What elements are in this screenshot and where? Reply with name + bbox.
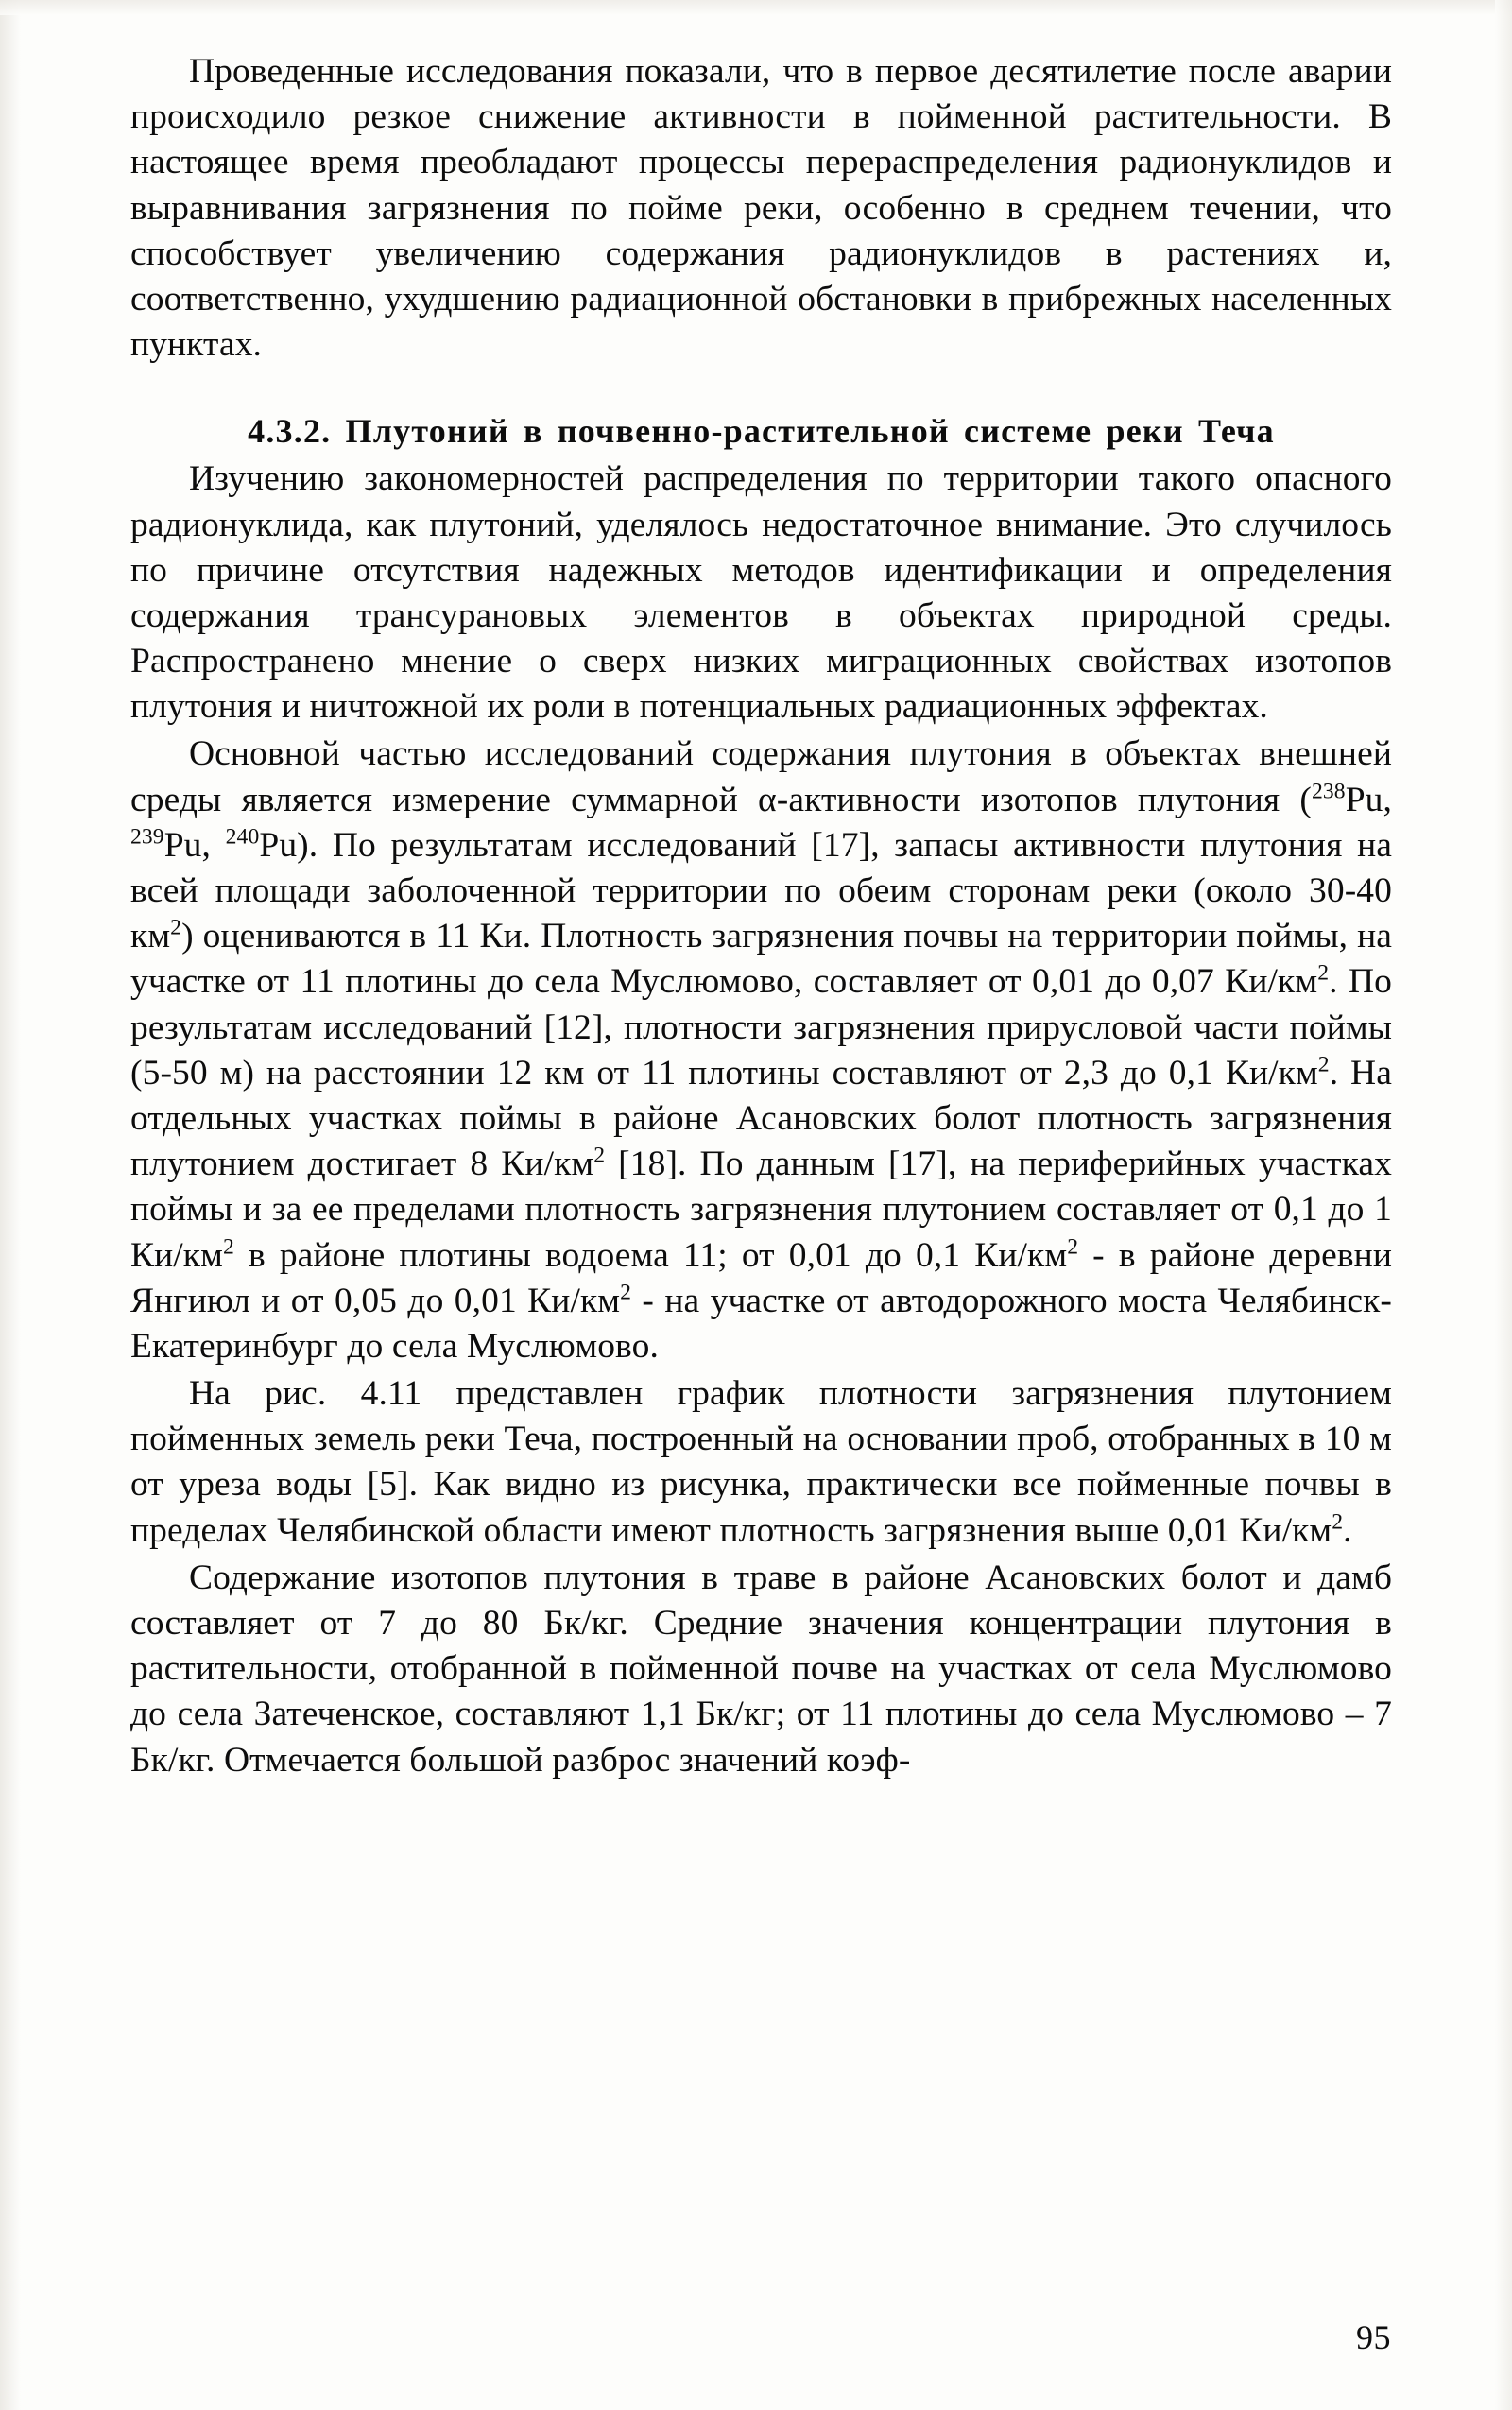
text-run-4: Pu). По результатам исследований [17], запасы активности плутония на всей площади заболоченной территории по обеим сторонам реки (около 30-40 км <box>130 825 1392 956</box>
unit-superscript-d: 2 <box>593 1143 606 1168</box>
section-heading: 4.3.2. Плутоний в почвенно-растительной системе реки Теча <box>248 412 1275 451</box>
text-run-fig-2: . <box>1343 1510 1352 1550</box>
text-run-9: в районе плотины водоема 11; от 0,01 до 0,1 Ки/км <box>233 1235 1068 1275</box>
text-run-6: . По результатам исследований [12], плотности загрязнения прирусловой части поймы (5-50 м) на расстоянии 12 км от 11 плотины составляют от 2,3 до 0,1 Ки/км <box>130 962 1392 1093</box>
text-run-5: ) оцениваются в 11 Ки. Плотность загрязнения почвы на территории поймы, на участке от 11 плотины до села Муслюмово, составляет от 0,01 до 0,07 Ки/км <box>130 917 1392 1002</box>
isotope-238-superscript: 238 <box>1312 779 1346 804</box>
unit-superscript-a: 2 <box>170 915 182 940</box>
page-number: 95 <box>1356 2318 1391 2356</box>
paragraph-plutonium-measurements <box>130 732 1392 1369</box>
unit-superscript-h: 2 <box>1332 1509 1344 1535</box>
unit-superscript-e: 2 <box>222 1234 234 1259</box>
text-run-fig-1: На рис. 4.11 представлен график плотности загрязнения плутонием пойменных земель реки Теча, построенный на основании проб, отобранных в 10 м от уреза воды [5]. Как видно из рисунка, практически все пойменные почвы в пределах Челябинской области имеют плотность загрязнения выше 0,01 Ки/км <box>130 1374 1392 1550</box>
text-run-7: . На отдельных участках поймы в районе Асановских болот плотность загрязнения плутонием достигает 8 Ки/км <box>130 1053 1392 1184</box>
text-run-3: Pu, <box>163 825 226 865</box>
paragraph-plutonium-study: Изучению закономерностей распределения по территории такого опасного радионуклида, как плутоний, уделялось недостаточное внимание. Это случилось по причине отсутствия надежных методов идентификации и определения содержания трансурановых элементов в объектах природной среды. Распространено мнение о сверх низких миграционных свойствах изотопов плутония и ничтожной их роли в потенциальных радиационных эффектах. <box>130 459 1392 727</box>
text-run-8: [18]. По данным [17], на периферийных участках поймы и за ее пределами плотность загрязнения плутонием составляет от 0,1 до 1 Ки/км <box>130 1145 1392 1275</box>
unit-superscript-f: 2 <box>1067 1234 1079 1259</box>
isotope-239-superscript: 239 <box>130 824 164 850</box>
page-content <box>130 49 1392 1783</box>
text-run-11: - на участке от автодорожного моста Челябинск-Екатеринбург до села Муслюмово. <box>130 1281 1392 1366</box>
page-edge-shading-left <box>0 0 21 2410</box>
paragraph-grass-content: Содержание изотопов плутония в траве в районе Асановских болот и дамб составляет от 7 до 80 Бк/кг. Средние значения концентрации плутония в растительности, отобранной в пойменной почве на участках от села Муслюмово до села Затеченское, составляют 1,1 Бк/кг; от 11 плотины до села Муслюмово – 7 Бк/кг. Отмечается большой разброс значений коэф- <box>130 1558 1392 1780</box>
unit-superscript-c: 2 <box>1317 1052 1330 1077</box>
page-edge-shading-right <box>1495 0 1512 2410</box>
text-run-1: Основной частью исследований содержания плутония в объектах внешней среды является измерение суммарной α-активности изотопов плутония ( <box>130 734 1392 819</box>
unit-superscript-b: 2 <box>1317 960 1330 986</box>
unit-superscript-g: 2 <box>620 1280 632 1305</box>
page-edge-shading-top <box>0 0 1512 15</box>
paragraph-intro: Проведенные исследования показали, что в первое десятилетие после аварии происходило резкое снижение активности в пойменной растительности. В настоящее время преобладают процессы перераспределения радионуклидов и выравнивания загрязнения по пойме реки, особенно в среднем течении, что способствует увеличению содержания радионуклидов в растениях и, соответственно, ухудшению радиационной обстановки в прибрежных населенных пунктах. <box>130 52 1392 365</box>
isotope-240-superscript: 240 <box>225 824 260 850</box>
text-run-2: Pu, <box>1345 780 1392 819</box>
text-run-10: - в районе деревни Янгиюл и от 0,05 до 0,01 Ки/км <box>130 1235 1392 1320</box>
paragraph-figure-reference <box>130 1371 1392 1554</box>
